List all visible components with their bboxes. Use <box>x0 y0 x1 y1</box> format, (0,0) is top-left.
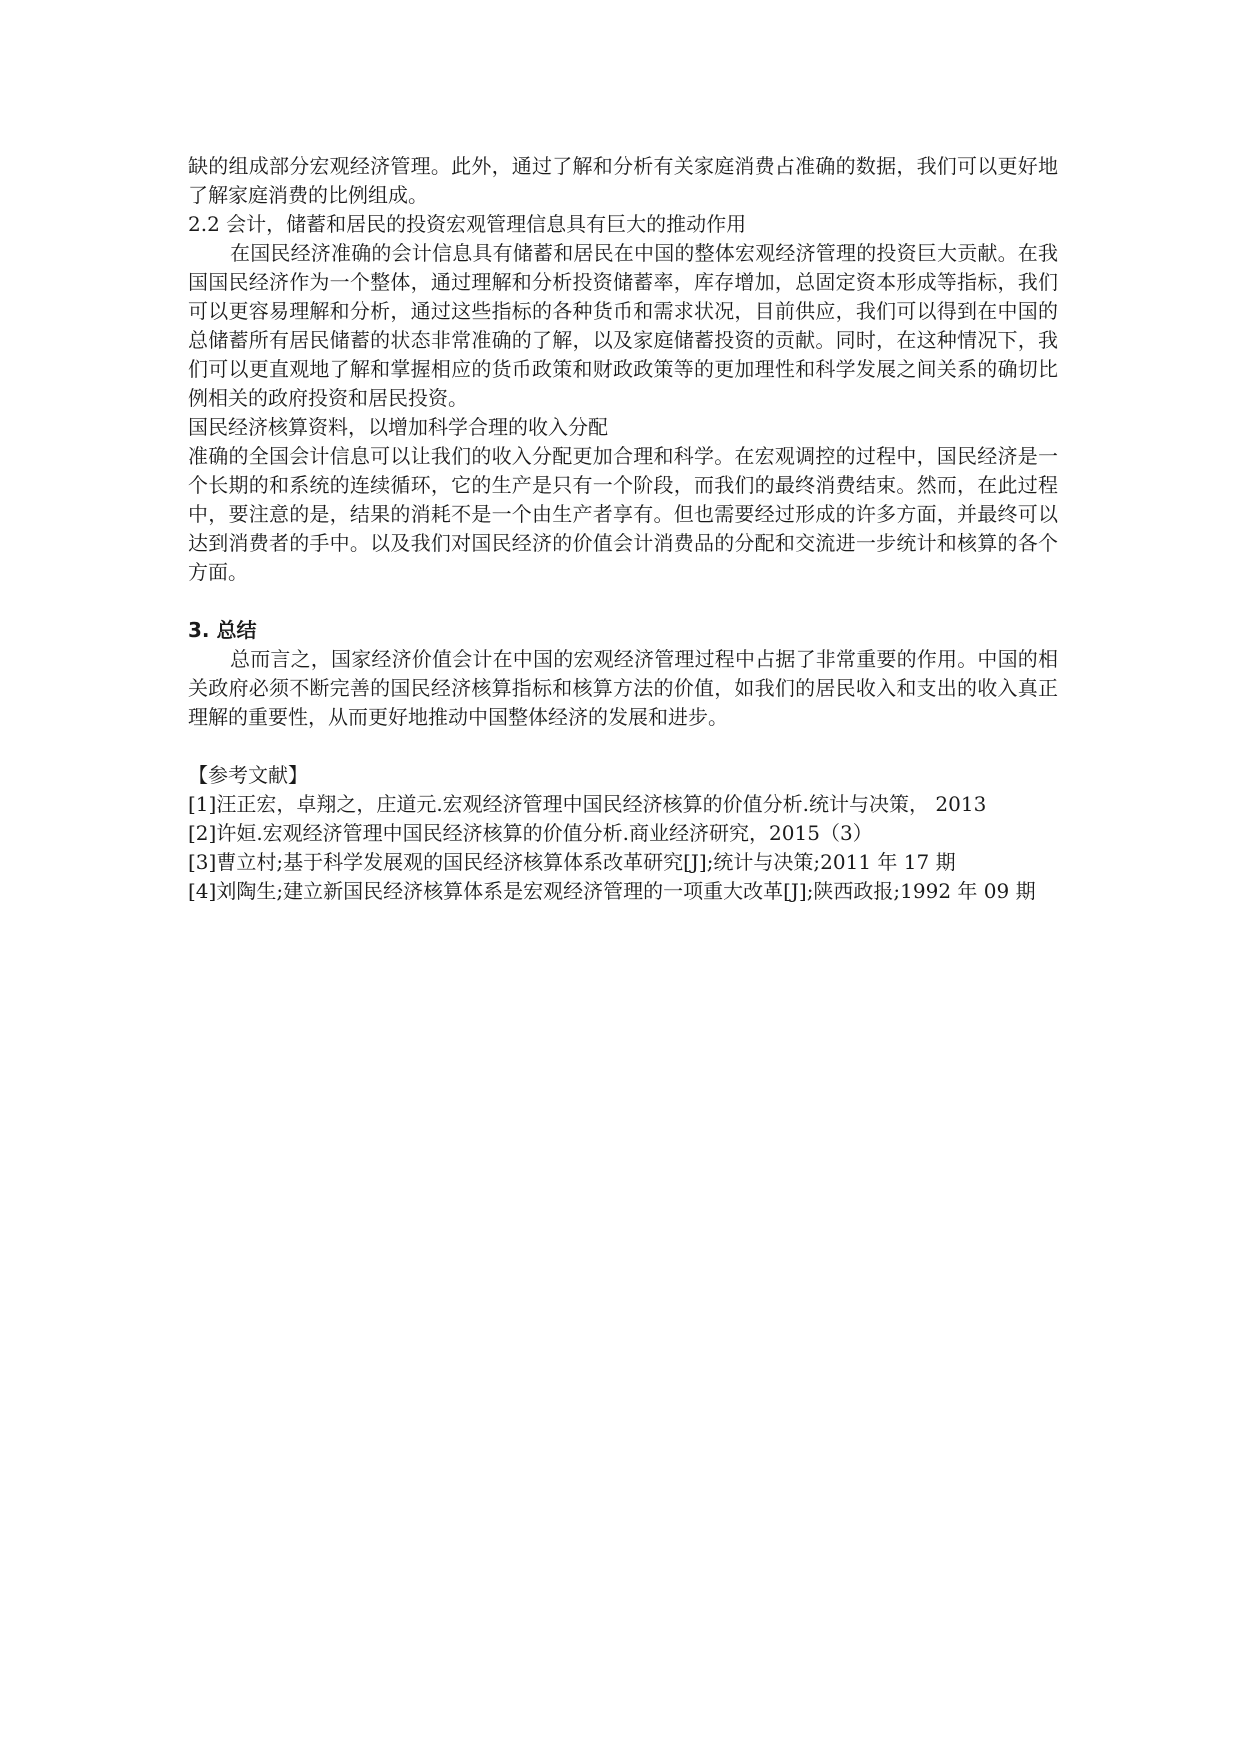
section-heading-income-distribution: 国民经济核算资料，以增加科学合理的收入分配 <box>188 415 608 439</box>
reference-list <box>188 790 1058 906</box>
section-heading-2-2: 2.2 会计，储蓄和居民的投资宏观管理信息具有巨大的推动作用 <box>188 212 747 236</box>
document-page <box>188 152 1058 906</box>
paragraph-income-distribution: 准确的全国会计信息可以让我们的收入分配更加合理和科学。在宏观调控的过程中，国民经济是一个长期的和系统的连续循环，它的生产是只有一个阶段，而我们的最终消费结束。然而，在此过程中，要注意的是，结果的消耗不是一个由生产者享有。但也需要经过形成的许多方面，并最终可以达到消费者的手中。以及我们对国民经济的价值会计消费品的分配和交流进一步统计和核算的各个方面。 <box>188 444 1058 584</box>
paragraph-continuation: 缺的组成部分宏观经济管理。此外，通过了解和分析有关家庭消费占准确的数据，我们可以更好地了解家庭消费的比例组成。 <box>188 154 1058 207</box>
spacer <box>188 732 1058 761</box>
reference-item: [1]汪正宏，卓翔之，庄道元.宏观经济管理中国民经济核算的价值分析.统计与决策， 2013 <box>188 792 987 816</box>
reference-item: [4]刘陶生;建立新国民经济核算体系是宏观经济管理的一项重大改革[J];陕西政报;1992 年 09 期 <box>188 879 1036 903</box>
references-heading: 【参考文献】 <box>188 763 308 787</box>
section-heading-conclusion: 3. 总结 <box>188 618 257 642</box>
paragraph-conclusion: 总而言之，国家经济价值会计在中国的宏观经济管理过程中占据了非常重要的作用。中国的相关政府必须不断完善的国民经济核算指标和核算方法的价值，如我们的居民收入和支出的收入真正理解的重要性，从而更好地推动中国整体经济的发展和进步。 <box>188 647 1058 729</box>
reference-item: [3]曹立村;基于科学发展观的国民经济核算体系改革研究[J];统计与决策;2011 年 17 期 <box>188 850 956 874</box>
spacer <box>188 587 1058 616</box>
reference-item: [2]许姮.宏观经济管理中国民经济核算的价值分析.商业经济研究，2015（3） <box>188 821 873 845</box>
paragraph-savings-investment: 在国民经济准确的会计信息具有储蓄和居民在中国的整体宏观经济管理的投资巨大贡献。在我国国民经济作为一个整体，通过理解和分析投资储蓄率，库存增加，总固定资本形成等指标，我们可以更容易理解和分析，通过这些指标的各种货币和需求状况，目前供应，我们可以得到在中国的总储蓄所有居民储蓄的状态非常准确的了解，以及家庭储蓄投资的贡献。同时，在这种情况下，我们可以更直观地了解和掌握相应的货币政策和财政政策等的更加理性和科学发展之间关系的确切比例相关的政府投资和居民投资。 <box>188 241 1058 410</box>
